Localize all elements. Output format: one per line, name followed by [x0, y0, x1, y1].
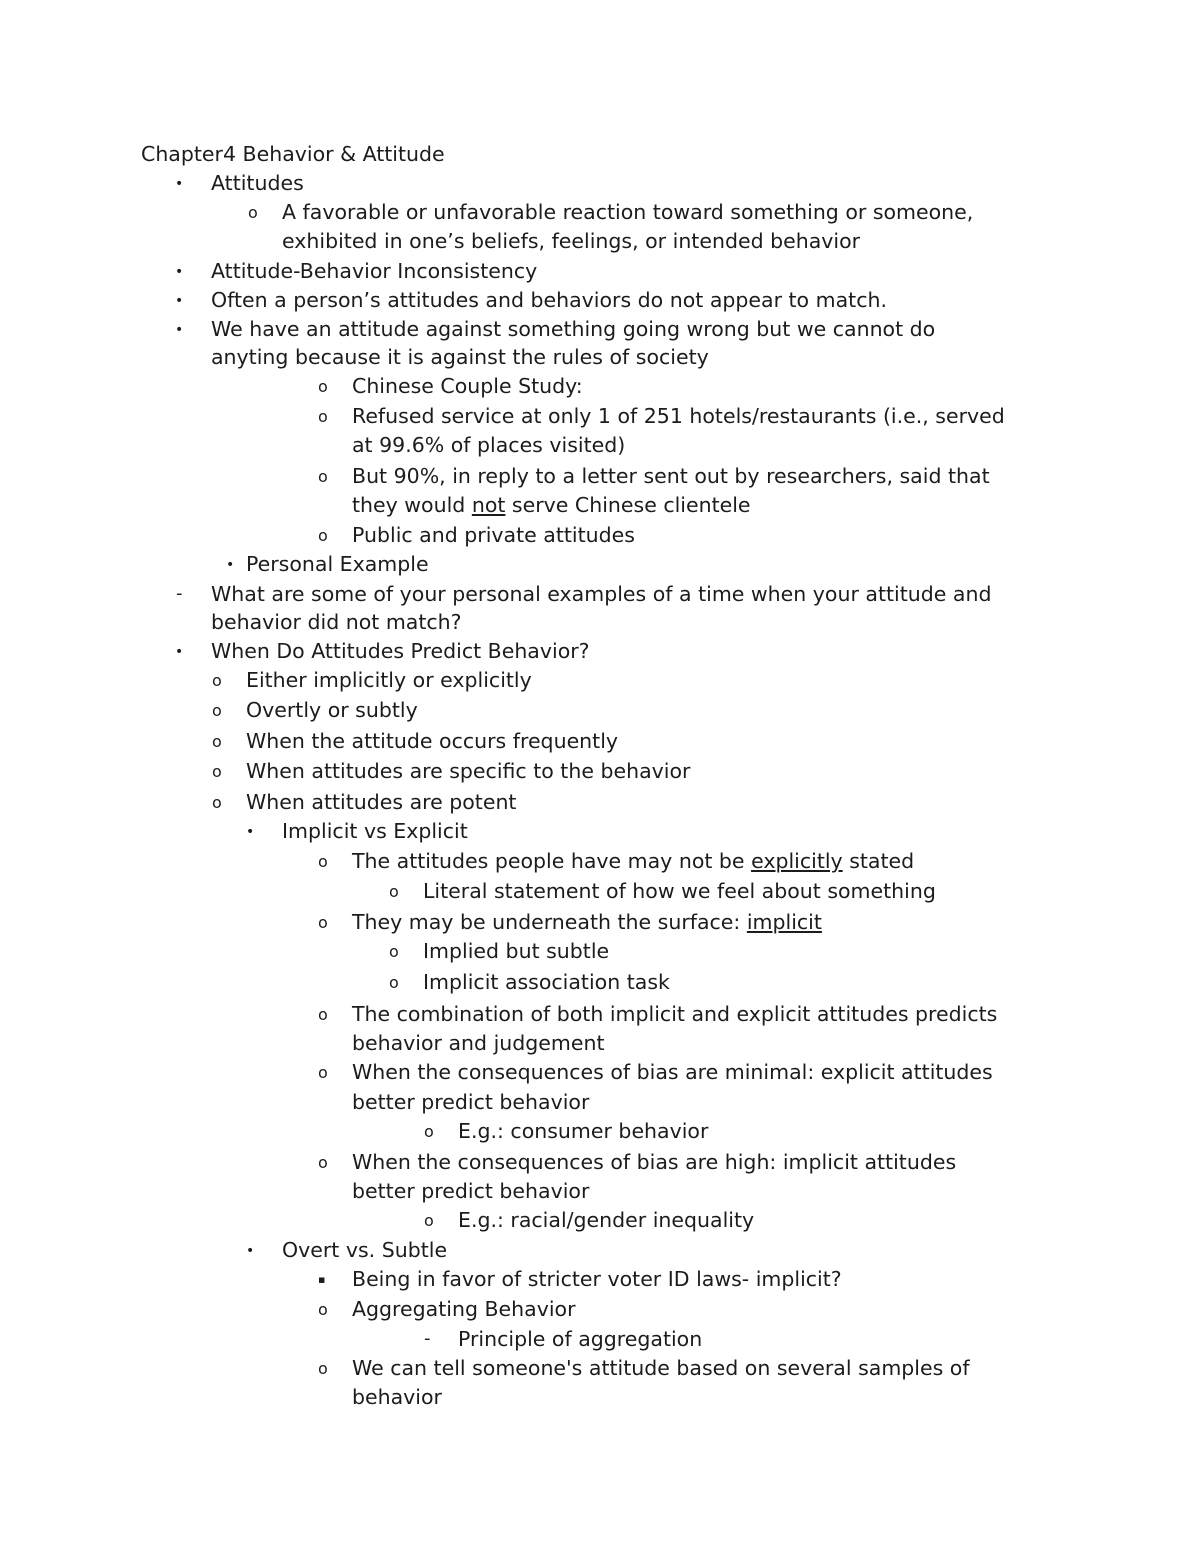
list-item: When the consequences of bias are high: implicit attitudes [352, 1150, 957, 1174]
bullet-dot-icon: • [175, 264, 184, 280]
bullet-circle-icon: o [212, 762, 222, 781]
list-item: When the consequences of bias are minimal: explicit attitudes [352, 1060, 993, 1084]
list-item-continuation: anyting because it is against the rules of society [211, 345, 709, 369]
list-item-continuation: better predict behavior [352, 1090, 590, 1114]
bullet-circle-icon: o [318, 526, 328, 545]
underlined-word: implicit [746, 910, 822, 934]
bullet-circle-icon: o [318, 377, 328, 396]
list-item-continuation: better predict behavior [352, 1179, 590, 1203]
bullet-circle-icon: o [248, 203, 258, 222]
bullet-circle-icon: o [389, 942, 399, 961]
text-run: They may be underneath the surface: [352, 910, 747, 934]
list-item: Being in favor of stricter voter ID laws- implicit? [352, 1267, 842, 1291]
list-item: We have an attitude against something going wrong but we cannot do [211, 317, 936, 341]
list-item: When Do Attitudes Predict Behavior? [211, 639, 590, 663]
text-run: stated [842, 849, 915, 873]
list-item: When attitudes are potent [246, 790, 517, 814]
bullet-circle-icon: o [318, 467, 328, 486]
bullet-circle-icon: o [424, 1211, 434, 1230]
list-item: Often a person’s attitudes and behaviors do not appear to match. [211, 288, 887, 312]
list-item: Attitudes [211, 171, 304, 195]
list-item [352, 848, 914, 874]
list-item [352, 909, 822, 935]
list-item: Refused service at only 1 of 251 hotels/restaurants (i.e., served [352, 404, 1005, 428]
list-item-continuation: behavior did not match? [211, 610, 462, 634]
list-item: Overt vs. Subtle [282, 1238, 448, 1262]
list-item-continuation: at 99.6% of places visited) [352, 433, 626, 457]
list-item: But 90%, in reply to a letter sent out by researchers, said that [352, 464, 990, 488]
list-item: Either implicitly or explicitly [246, 668, 532, 692]
list-item: The combination of both implicit and explicit attitudes predicts [352, 1002, 998, 1026]
list-item: Attitude-Behavior Inconsistency [211, 259, 538, 283]
list-item: Implied but subtle [423, 939, 610, 963]
list-item: Implicit vs Explicit [282, 819, 468, 843]
bullet-circle-icon: o [318, 1300, 328, 1319]
bullet-circle-icon: o [318, 1359, 328, 1378]
bullet-circle-icon: o [318, 1005, 328, 1024]
list-item: When the attitude occurs frequently [246, 729, 619, 753]
bullet-square-icon: ▪ [318, 1273, 326, 1286]
bullet-circle-icon: o [318, 1153, 328, 1172]
bullet-dot-icon: • [175, 322, 184, 338]
list-item: Personal Example [246, 552, 429, 576]
bullet-circle-icon: o [318, 852, 328, 871]
list-item-continuation: behavior and judgement [352, 1031, 605, 1055]
text-run: they would [352, 493, 472, 517]
bullet-dot-icon: • [175, 176, 184, 192]
bullet-dot-icon: • [246, 1243, 255, 1259]
list-item-continuation: exhibited in one’s beliefs, feelings, or intended behavior [282, 229, 861, 253]
bullet-dot-icon: • [246, 824, 255, 840]
list-item: A favorable or unfavorable reaction toward something or someone, [282, 200, 974, 224]
bullet-circle-icon: o [424, 1122, 434, 1141]
bullet-circle-icon: o [212, 732, 222, 751]
bullet-circle-icon: o [389, 973, 399, 992]
list-item-continuation [352, 492, 751, 518]
bullet-circle-icon: o [212, 671, 222, 690]
list-item: When attitudes are specific to the behavior [246, 759, 691, 783]
list-item: Implicit association task [423, 970, 670, 994]
bullet-dash-icon: - [176, 583, 183, 604]
bullet-circle-icon: o [318, 913, 328, 932]
page-title: Chapter4 Behavior & Attitude [141, 142, 445, 166]
list-item: What are some of your personal examples of a time when your attitude and [211, 582, 992, 606]
list-item: Principle of aggregation [458, 1327, 703, 1351]
list-item: We can tell someone's attitude based on several samples of [352, 1356, 970, 1380]
bullet-dot-icon: • [175, 293, 184, 309]
bullet-circle-icon: o [212, 793, 222, 812]
list-item: Literal statement of how we feel about something [423, 879, 936, 903]
bullet-circle-icon: o [389, 882, 399, 901]
underlined-word: explicitly [751, 849, 843, 873]
list-item: Chinese Couple Study: [352, 374, 583, 398]
underlined-word: not [471, 493, 506, 517]
bullet-dot-icon: • [175, 644, 184, 660]
bullet-circle-icon: o [212, 701, 222, 720]
list-item: Public and private attitudes [352, 523, 635, 547]
list-item: E.g.: racial/gender inequality [458, 1208, 755, 1232]
bullet-dash-icon: - [424, 1328, 431, 1349]
list-item-continuation: behavior [352, 1385, 442, 1409]
list-item: Overtly or subtly [246, 698, 418, 722]
bullet-dot-icon: • [226, 557, 235, 573]
text-run: serve Chinese clientele [505, 493, 751, 517]
list-item: Aggregating Behavior [352, 1297, 576, 1321]
list-item: E.g.: consumer behavior [458, 1119, 709, 1143]
text-run: The attitudes people have may not be [352, 849, 752, 873]
bullet-circle-icon: o [318, 407, 328, 426]
bullet-circle-icon: o [318, 1063, 328, 1082]
